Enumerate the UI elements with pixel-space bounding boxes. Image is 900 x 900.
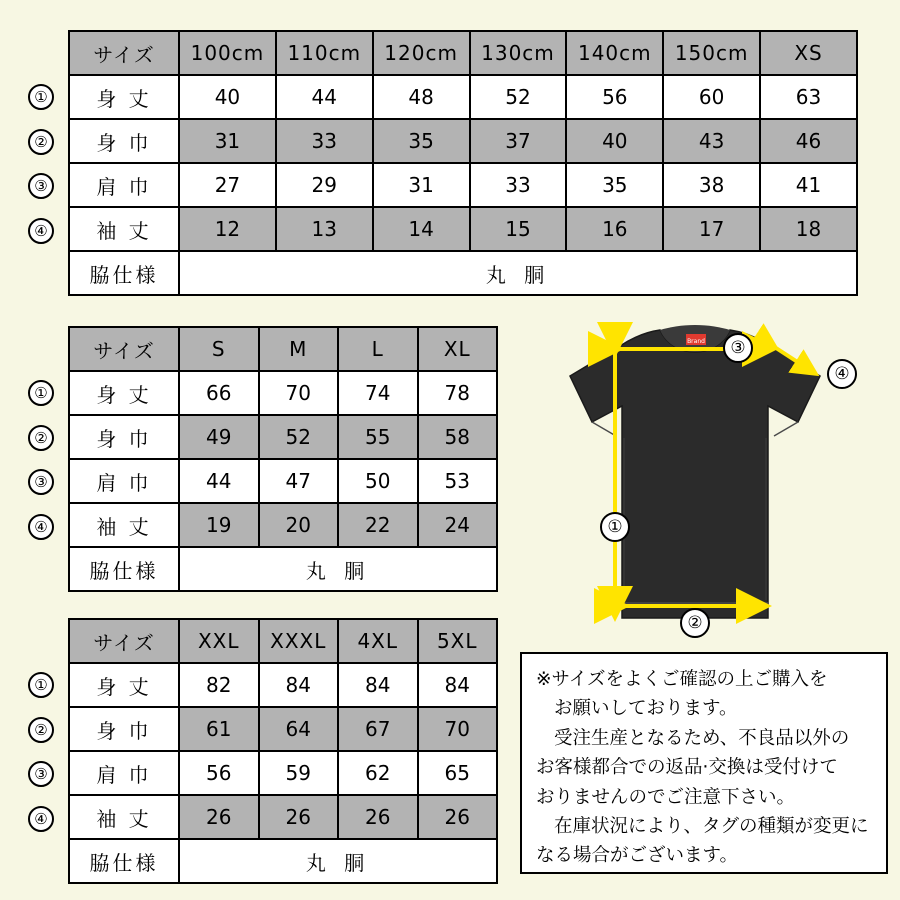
row-label: 身 巾 — [69, 415, 179, 459]
column-header: 140cm — [566, 31, 663, 75]
table-row — [69, 663, 497, 707]
footer-label: 脇仕様 — [69, 839, 179, 883]
row-label: 袖 丈 — [69, 795, 179, 839]
column-header: M — [259, 327, 339, 371]
table-row — [69, 75, 857, 119]
purchase-notice-box — [520, 652, 888, 874]
row-label: 袖 丈 — [69, 207, 179, 251]
marker-circle-2: ② — [28, 129, 54, 155]
cell-value: 66 — [179, 371, 259, 415]
cell-value: 53 — [418, 459, 498, 503]
cell-value: 33 — [276, 119, 373, 163]
table-row — [69, 459, 497, 503]
column-header: 150cm — [663, 31, 760, 75]
cell-value: 60 — [663, 75, 760, 119]
notice-line: おりませんのでご注意下さい。 — [536, 786, 796, 808]
marker-circle-3: ③ — [28, 173, 54, 199]
notice-line: お客様都合での返品·交換は受付けて — [536, 757, 838, 779]
marker-circle-1: ① — [28, 672, 54, 698]
cell-value: 84 — [259, 663, 339, 707]
row-label: 身 丈 — [69, 371, 179, 415]
row-label: 袖 丈 — [69, 503, 179, 547]
column-header: L — [338, 327, 418, 371]
cell-value: 13 — [276, 207, 373, 251]
cell-value: 14 — [373, 207, 470, 251]
table-row — [69, 707, 497, 751]
cell-value: 33 — [470, 163, 567, 207]
row-label: 身 丈 — [69, 75, 179, 119]
big-size-table-wrap — [34, 618, 498, 884]
notice-line: 在庫状況により、タグの種類が変更に — [554, 815, 869, 837]
footer-label: 脇仕様 — [69, 251, 179, 295]
marker-circle-4: ④ — [28, 806, 54, 832]
cell-value: 19 — [179, 503, 259, 547]
column-header: S — [179, 327, 259, 371]
notice-line: お願いしております。 — [554, 698, 738, 720]
cell-value: 35 — [373, 119, 470, 163]
cell-value: 40 — [179, 75, 276, 119]
cell-value: 70 — [259, 371, 339, 415]
table-row — [69, 415, 497, 459]
column-header: 130cm — [470, 31, 567, 75]
cell-value: 63 — [760, 75, 857, 119]
cell-value: 56 — [566, 75, 663, 119]
t-shirt-measurement-diagram — [520, 318, 890, 648]
row-label: 肩 巾 — [69, 163, 179, 207]
table-header-row — [69, 327, 497, 371]
footer-value: 丸 胴 — [179, 547, 497, 591]
notice-line: なる場合がございます。 — [536, 845, 739, 867]
row-label: 肩 巾 — [69, 751, 179, 795]
cell-value: 12 — [179, 207, 276, 251]
cell-value: 84 — [418, 663, 498, 707]
cell-value: 56 — [179, 751, 259, 795]
cell-value: 43 — [663, 119, 760, 163]
row-label: 肩 巾 — [69, 459, 179, 503]
cell-value: 48 — [373, 75, 470, 119]
column-header: XXL — [179, 619, 259, 663]
footer-value: 丸 胴 — [179, 251, 857, 295]
marker-circle-2: ② — [28, 717, 54, 743]
footer-label: 脇仕様 — [69, 547, 179, 591]
row-label: 身 巾 — [69, 119, 179, 163]
notice-line: 受注生産となるため、不良品以外の — [554, 727, 850, 749]
cell-value: 49 — [179, 415, 259, 459]
cell-value: 26 — [418, 795, 498, 839]
cell-value: 40 — [566, 119, 663, 163]
cell-value: 22 — [338, 503, 418, 547]
column-header: 5XL — [418, 619, 498, 663]
cell-value: 65 — [418, 751, 498, 795]
column-header: XXXL — [259, 619, 339, 663]
diagram-marker-4: ④ — [827, 359, 857, 389]
column-header: サイズ — [69, 619, 179, 663]
cell-value: 61 — [179, 707, 259, 751]
cell-value: 52 — [470, 75, 567, 119]
column-header: サイズ — [69, 327, 179, 371]
kids-size-table-wrap — [34, 30, 858, 296]
adult-size-table — [68, 326, 498, 592]
table-row — [69, 503, 497, 547]
cell-value: 82 — [179, 663, 259, 707]
marker-circle-4: ④ — [28, 514, 54, 540]
marker-circle-1: ① — [28, 380, 54, 406]
cell-value: 26 — [338, 795, 418, 839]
table-row — [69, 371, 497, 415]
row-label: 身 丈 — [69, 663, 179, 707]
notice-line: ※サイズをよくご確認の上ご購入を — [536, 669, 828, 690]
kids-size-table — [68, 30, 858, 296]
cell-value: 20 — [259, 503, 339, 547]
left-sleeve-hem — [592, 422, 616, 436]
row-label: 身 巾 — [69, 707, 179, 751]
cell-value: 59 — [259, 751, 339, 795]
cell-value: 67 — [338, 707, 418, 751]
cell-value: 37 — [470, 119, 567, 163]
table-footer-row — [69, 839, 497, 883]
table-footer-row — [69, 547, 497, 591]
right-sleeve-hem — [774, 422, 798, 436]
cell-value: 78 — [418, 371, 498, 415]
cell-value: 74 — [338, 371, 418, 415]
cell-value: 35 — [566, 163, 663, 207]
footer-value: 丸 胴 — [179, 839, 497, 883]
table-row — [69, 795, 497, 839]
cell-value: 44 — [179, 459, 259, 503]
brand-tag-text: Brand — [687, 338, 705, 345]
big-size-table — [68, 618, 498, 884]
cell-value: 31 — [179, 119, 276, 163]
table-row — [69, 119, 857, 163]
cell-value: 46 — [760, 119, 857, 163]
cell-value: 50 — [338, 459, 418, 503]
cell-value: 55 — [338, 415, 418, 459]
cell-value: 31 — [373, 163, 470, 207]
column-header: 120cm — [373, 31, 470, 75]
table-row — [69, 751, 497, 795]
cell-value: 27 — [179, 163, 276, 207]
column-header: 100cm — [179, 31, 276, 75]
cell-value: 16 — [566, 207, 663, 251]
cell-value: 84 — [338, 663, 418, 707]
cell-value: 41 — [760, 163, 857, 207]
table-footer-row — [69, 251, 857, 295]
cell-value: 24 — [418, 503, 498, 547]
cell-value: 44 — [276, 75, 373, 119]
table-row — [69, 163, 857, 207]
cell-value: 26 — [179, 795, 259, 839]
cell-value: 29 — [276, 163, 373, 207]
table-header-row — [69, 619, 497, 663]
cell-value: 70 — [418, 707, 498, 751]
cell-value: 18 — [760, 207, 857, 251]
diagram-marker-3: ③ — [723, 333, 753, 363]
cell-value: 15 — [470, 207, 567, 251]
marker-circle-3: ③ — [28, 761, 54, 787]
diagram-marker-2: ② — [680, 608, 710, 638]
cell-value: 64 — [259, 707, 339, 751]
column-header: XL — [418, 327, 498, 371]
marker-circle-1: ① — [28, 84, 54, 110]
cell-value: 58 — [418, 415, 498, 459]
cell-value: 47 — [259, 459, 339, 503]
marker-circle-4: ④ — [28, 218, 54, 244]
diagram-marker-1: ① — [600, 512, 630, 542]
table-row — [69, 207, 857, 251]
cell-value: 26 — [259, 795, 339, 839]
cell-value: 17 — [663, 207, 760, 251]
adult-size-table-wrap — [34, 326, 498, 592]
cell-value: 52 — [259, 415, 339, 459]
column-header: 110cm — [276, 31, 373, 75]
marker-circle-2: ② — [28, 425, 54, 451]
column-header: サイズ — [69, 31, 179, 75]
column-header: 4XL — [338, 619, 418, 663]
column-header: XS — [760, 31, 857, 75]
shirt-body-shape — [570, 330, 820, 618]
cell-value: 62 — [338, 751, 418, 795]
table-header-row — [69, 31, 857, 75]
cell-value: 38 — [663, 163, 760, 207]
marker-circle-3: ③ — [28, 469, 54, 495]
